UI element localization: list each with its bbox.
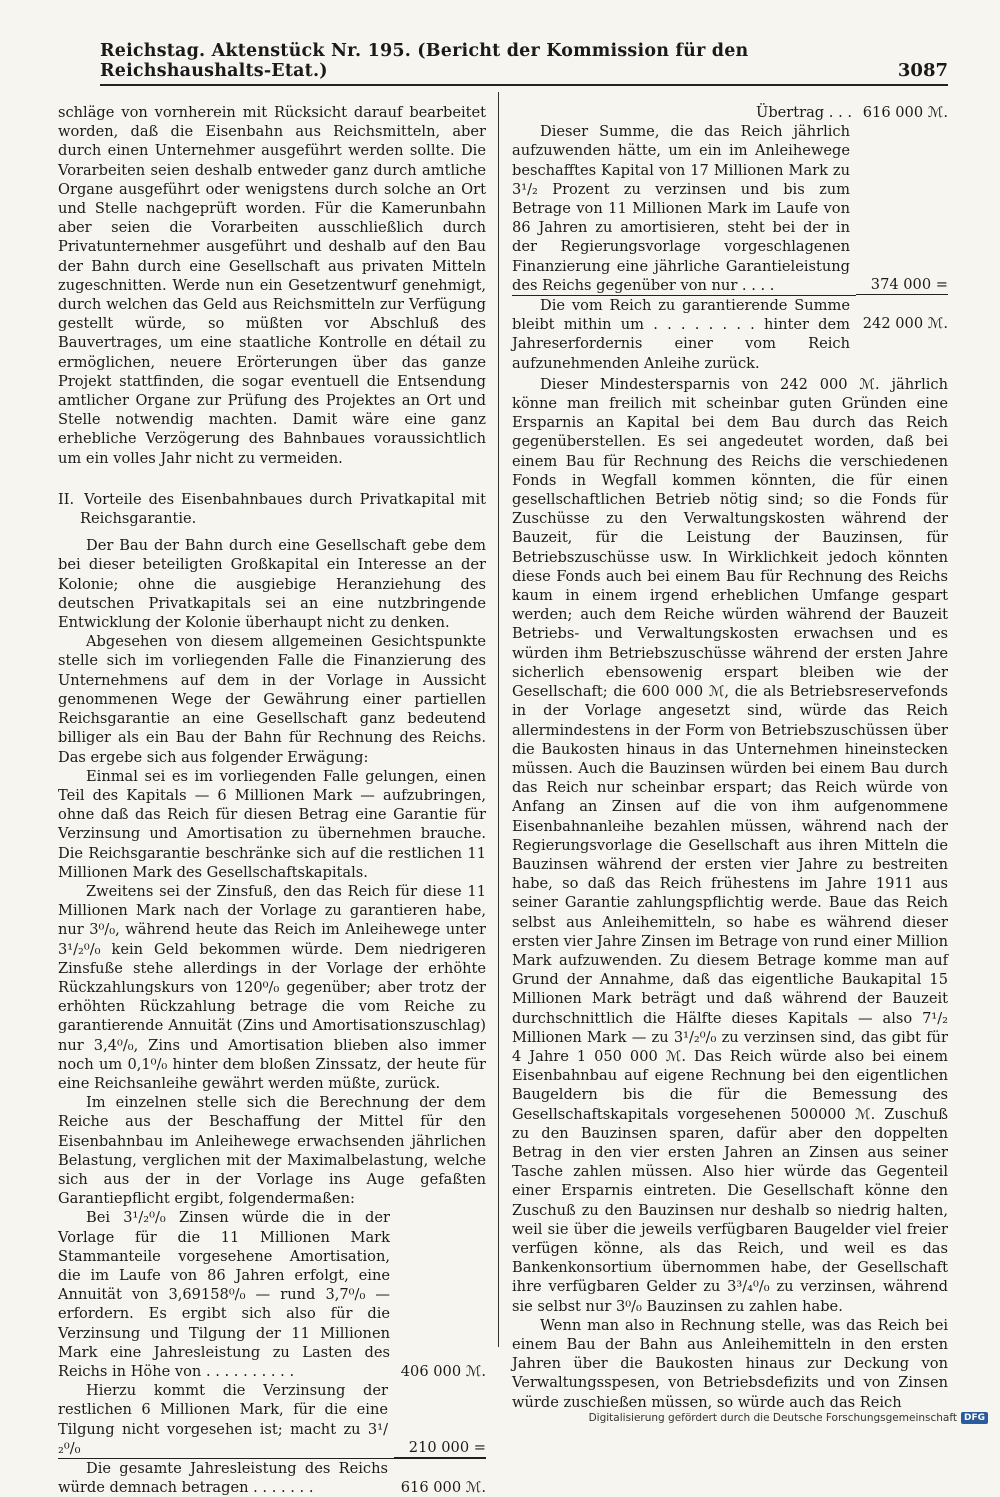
paragraph: schläge von vornherein mit Rücksicht darauf bearbeitet worden, daß die Eisenbahn aus Reichsmitteln, aber durch einen Unternehmer ausgeführt werden sollte. Die Vorarbeiten seien deshalb entweder ganz durch amtliche Organe ausgeführt oder wenigstens durch solche an Ort und Stelle nachgeprüft worden. Für die Kamerunbahn aber seien die Vorarbeiten ausschließlich durch Privatunternehmer ausgeführt und deshalb auf den Bau der Bahn durch eine Gesellschaft aus privaten Mitteln zugeschnitten. Werde nun ein Gesetzentwurf genehmigt, durch welchen das Geld aus Reichsmitteln zur Verfügung gestellt würde, so müßten vor Abschluß des Bauvertrages, um eine staatliche Kontrolle en détail zu ermöglichen, neuere Erörterungen über das ganze Projekt stattfinden, die sogar eventuell die Entsendung amtlicher Organe zur Prüfung des Projektes an Ort und Stelle notwendig machten. Damit wäre eine ganz erhebliche Verzögerung des Bahnbaues voraussichtlich um ein volles Jahr nicht zu vermeiden. [58,104,486,467]
calc-row [512,122,948,295]
total-text: Die gesamte Jahresleistung des Reichs würde demnach betragen . . . . . . . [58,1460,388,1497]
footer-text: Digitalisierung gefördert durch die Deutsche Forschungsgemeinschaft [588,1412,957,1424]
total-amount: 616 000 ℳ. [400,1479,486,1497]
paragraph: Im einzelnen stelle sich die Berechnung der dem Reiche aus der Beschaffung der Mittel für den Eisenbahnbau im Anleihewege erwachsenden jährlichen Belastung, verglichen mit der Maximalbelastung, welche sich aus der in der Vorlage ins Auge gefaßten Garantiepflicht ergibt, folgendermaßen: [58,1094,486,1208]
carry-over-amount: 616 000 ℳ. [862,104,948,121]
section-number: II. [58,490,75,508]
right-column [512,103,948,1412]
calc-row [58,1381,486,1458]
paragraph: Der Bau der Bahn durch eine Gesellschaft gebe dem bei dieser beteiligten Großkapital ein Interesse an der Kolonie; ohne die ausgiebige Heranziehung des deutschen Privatkapitals sei an eine nutzbringende Entwicklung der Kolonie überhaupt nicht zu denken. [58,537,486,632]
dfg-logo: DFG [961,1412,988,1424]
difference-row [512,295,948,373]
carry-over-label: Übertrag . . . [756,104,852,121]
paragraph: Einmal sei es im vorliegenden Falle gelungen, einen Teil des Kapitals — 6 Millionen Mark — aufzubringen, ohne daß das Reich für diesen Betrag eine Garantie für Verzinsung und Amortisation zu übernehmen brauche. Die Reichsgarantie beschränke sich auf die restlichen 11 Millionen Mark des Gesellschaftskapitals. [58,767,486,881]
column-divider [498,92,499,1347]
page-header [100,41,948,86]
calc-text: Bei 3¹/₂⁰/₀ Zinsen würde die in der Vorlage für die 11 Millionen Mark Stammanteile vorgesehene Amortisation, die im Laufe von 86 Jahren erfolgt, eine Annuität von 3,69158⁰/₀ — rund 3,7⁰/₀ — erfordern. Es ergibt sich also für die Verzinsung und Tilgung der 11 Millionen Mark eine Jahresleistung zu Lasten des Reichs in Höhe von . . . . . . . . . . [58,1209,390,1380]
paragraph: Wenn man also in Rechnung stelle, was das Reich bei einem Bau der Bahn aus Anleihemitteln in den ersten Jahren über die Baukosten hinaus zur Deckung von Verwaltungsspesen, von Betriebsdefizits und von Zinsen würde zuschießen müssen, so würde auch das Reich [512,1316,948,1411]
section-heading [58,490,486,528]
left-column [58,103,486,1497]
carry-over-row [512,103,948,122]
difference-text: Die vom Reich zu garantierende Summe bleibt mithin um . . . . . . . . hinter dem Jahreserfordernis einer vom Reich aufzunehmenden Anleihe zurück. [512,295,856,373]
calc-row [58,1208,486,1381]
digitization-footer [589,1412,988,1424]
calc-text: Hierzu kommt die Verzinsung der restlichen 6 Millionen Mark, für die eine Tilgung nicht vorgesehen ist; macht zu 3¹/₂⁰/₀ [58,1382,388,1457]
page-number: 3087 [897,60,948,81]
paragraph: Dieser Mindestersparnis von 242 000 ℳ. jährlich könne man freilich mit scheinbar guten Gründen eine Ersparnis an Kapital bei dem Bau durch das Reich gegenüberstellen. Es sei angedeutet worden, daß bei einem Bau für Rechnung des Reichs die verschiedenen Fonds in Wegfall kommen könnten, die für einen gesellschaftlichen Betrieb nötig sind; so die Fonds für Zuschüsse zu den Verwaltungskosten während der Bauzeit, für die Leistung der Bauzinsen, für Betriebszuschüsse usw. In Wirklichkeit jedoch könnten diese Fonds auch bei einem Bau für Rechnung des Reichs kaum in einem irgend erheblichen Umfange gespart werden; auch dem Reiche würden während der Bauzeit Betriebs- und Verwaltungskosten erwachsen und es würden ihm Betriebszuschüsse während der ersten Jahre sicherlich ebensowenig erspart bleiben wie der Gesellschaft; die 600 000 ℳ, die als Betriebsreservefonds in der Vorlage angesetzt sind, würde das Reich allermindestens in der Form von Betriebszuschüssen über die Baukosten hinaus in das Unternehmen hineinstecken müssen. Auch die Bauzinsen würden bei einem Bau durch das Reich nur scheinbar erspart; das Reich würde von Anfang an Zinsen auf die von ihm aufgenommene Eisenbahnanleihe bezahlen müssen, während nach der Regierungsvorlage die Gesellschaft aus ihren Mitteln die Bauzinsen während der ersten vier Jahre zu bestreiten habe, so daß das Reich frühestens im Jahre 1911 aus seiner Garantie zahlungspflichtig werde. Baue das Reich selbst aus Anleihemitteln, so habe es während dieser ersten vier Jahre Zinsen im Betrage von rund einer Million Mark aufzuwenden. Zu diesem Betrage komme man auf Grund der Annahme, daß das eigentliche Baukapital 15 Millionen Mark beträgt und daß während der Bauzeit durchschnittlich die Hälfte dieses Kapitals — also 7¹/₂ Millionen Mark — zu 3¹/₂⁰/₀ zu verzinsen sind, das gibt für 4 Jahre 1 050 000 ℳ. Das Reich würde also bei einem Eisenbahnbau auf eigene Rechnung bei den eigentlichen Baugeldern bis die für die Bemessung des Gesellschaftskapitals vorgesehenen 500000 ℳ. Zuschuß zu den Bauzinsen sparen, dafür aber den doppelten Betrag in den vier ersten Jahren an Zinsen aus seiner Tasche zahlen müssen. Also hier würde das Gegenteil einer Ersparnis eintreten. Die Gesellschaft könne den Zuschuß zu den Bauzinsen nur deshalb so niedrig halten, weil sie über die jeweils verfügbaren Baugelder viel freier verfügen könne, als das Reich, und weil es das Bankenkonsortium übernommen habe, der Gesellschaft ihre verfügbaren Gelder zu 3³/₄⁰/₀ zu verzinsen, während sie selbst nur 3⁰/₀ Bauzinsen zu zahlen habe. [512,375,948,1315]
calc-amount: 374 000 = [856,275,948,295]
paragraph: Abgesehen von diesem allgemeinen Gesichtspunkte stelle sich im vorliegenden Falle die Finanzierung des Unternehmens auf dem in der Vorlage in Aussicht genommenen Wege der Gewährung einer partiellen Reichsgarantie an eine Gesellschaft ganz bedeutend billiger als ein Bau der Bahn für Rechnung des Reichs. Das ergebe sich aus folgender Erwägung: [58,633,486,766]
calc-text: Dieser Summe, die das Reich jährlich aufzuwenden hätte, um ein im Anleihewege beschafftes Kapital von 17 Millionen Mark zu 3¹/₂ Prozent zu verzinsen und bis zum Betrage von 11 Millionen Mark im Laufe von 86 Jahren zu amortisieren, steht bei der in der Regierungsvorlage vorgeschlagenen Finanzierung eine jährliche Garantieleistung des Reichs gegenüber von nur . . . . [512,123,850,294]
calc-amount: 210 000 = [394,1438,486,1458]
header-title: Reichstag. Aktenstück Nr. 195. (Bericht der Kommission für den Reichshaushalts-Etat.) [100,41,749,81]
total-row [58,1458,486,1497]
difference-amount: 242 000 ℳ. [862,315,948,333]
paragraph: Zweitens sei der Zinsfuß, den das Reich für diese 11 Millionen Mark nach der Vorlage zu garantieren habe, nur 3⁰/₀, während heute das Reich im Anleihewege unter 3¹/₂⁰/₀ kein Geld bekommen würde. Dem niedrigeren Zinsfuße stehe allerdings in der Vorlage der erhöhte Rückzahlungskurs von 120⁰/₀ gegenüber; aber trotz der erhöhten Rückzahlung betrage die vom Reiche zu garantierende Annuität (Zins und Amortisationszuschlag) nur 3,4⁰/₀, Zins und Amortisation blieben also immer noch um 0,1⁰/₀ hinter dem bloßen Zinssatz, der heute für eine Reichsanleihe gewährt werden müßte, zurück. [58,882,486,1092]
calc-amount: 406 000 ℳ. [400,1363,486,1380]
section-heading-text: Vorteile des Eisenbahnbaues durch Privatkapital mit Reichsgarantie. [80,490,486,528]
